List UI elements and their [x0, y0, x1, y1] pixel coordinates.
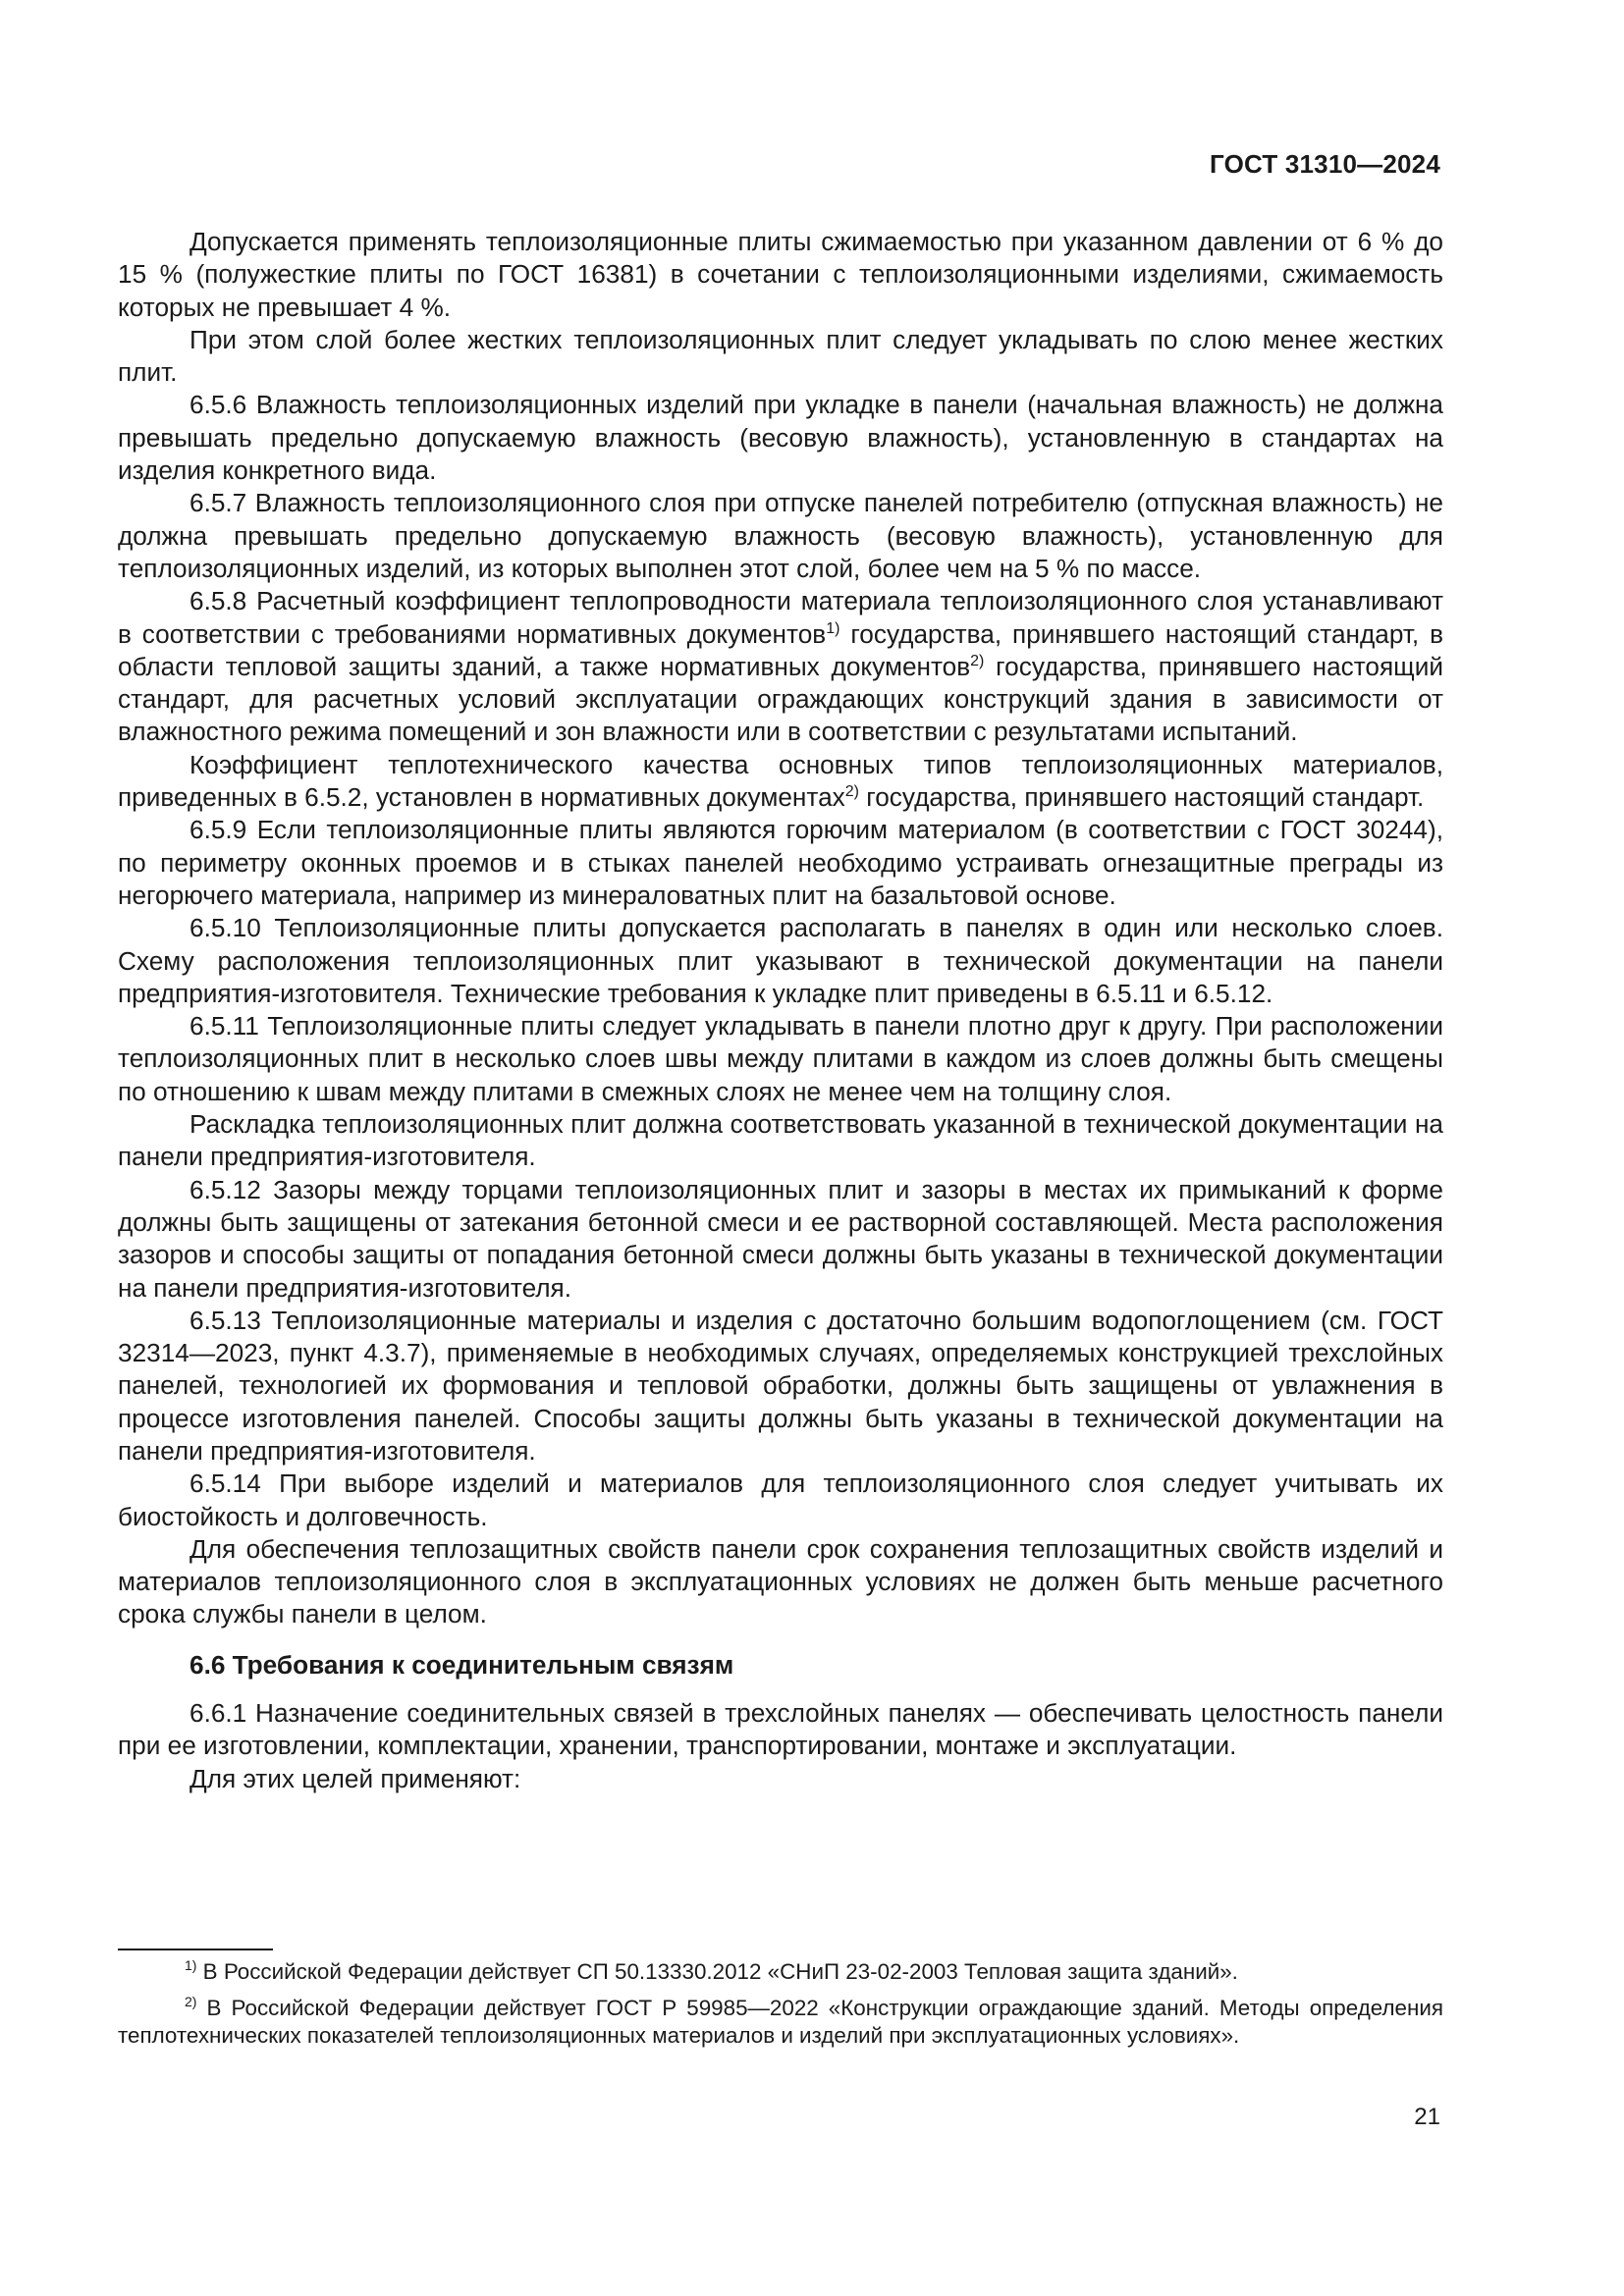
paragraph-text: государства, принявшего настоящий стандарт, в области тепловой защиты зданий, а также нормативных документов	[118, 618, 1443, 681]
footnote-divider	[118, 1949, 273, 1950]
standard-code-header: ГОСТ 31310—2024	[1210, 149, 1440, 179]
paragraph-text: государства, принявшего настоящий стандарт, для расчетных условий эксплуатации ограждающих конструкций здания в зависимости от влажностного режима помещений и зон влажности или в соответствии с результатами испытаний.	[118, 651, 1443, 747]
footnote-ref: 2)	[844, 783, 859, 801]
footnote-2	[118, 1995, 1443, 2051]
paragraph-6-5-9: 6.5.9 Если теплоизоляционные плиты являются горючим материалом (в соответствии с ГОСТ 30244), по периметру оконных проемов и в стыках панелей необходимо устраивать огнезащитные преграды из негорючего материала, например из минераловатных плит на базальтовой основе.	[118, 815, 1443, 910]
footnote-text: В Российской Федерации действует СП 50.13330.2012 «СНиП 23-02-2003 Тепловая защита зданий».	[196, 1959, 1238, 1984]
paragraph: Для этих целей применяют:	[189, 1763, 521, 1793]
paragraph-6-5-7: 6.5.7 Влажность теплоизоляционного слоя при отпуске панелей потребителю (отпускная влажность) не должна превышать предельно допускаемую влажность (весовую влажность), установленную для теплоизоляционных изделий, из которых выполнен этот слой, более чем на 5 % по массе.	[118, 488, 1443, 583]
paragraph-6-5-14: 6.5.14 При выборе изделий и материалов для теплоизоляционного слоя следует учитывать их биостойкость и долговечность.	[118, 1468, 1443, 1531]
footnote-mark: 2)	[185, 1993, 197, 2009]
paragraph: При этом слой более жестких теплоизоляционных плит следует укладывать по слою менее жестких плит.	[118, 324, 1443, 388]
page-number: 21	[1414, 2104, 1440, 2130]
paragraph-6-5-11: 6.5.11 Теплоизоляционные плиты следует укладывать в панели плотно друг к другу. При расположении теплоизоляционных плит в несколько слоев швы между плитами в каждом из слоев должны быть смещены по отношению к швам между плитами в смежных слоях не менее чем на толщину слоя.	[118, 1011, 1443, 1106]
paragraph-text: Коэффициент теплотехнического качества основных типов теплоизоляционных материалов, приведенных в 6.5.2, установлен в нормативных документах	[118, 749, 1443, 813]
paragraph-6-5-10: 6.5.10 Теплоизоляционные плиты допускается располагать в панелях в один или несколько слоев. Схему расположения теплоизоляционных плит указывают в технической документации на панели предприятия-изготовителя. Технические требования к укладке плит приведены в 6.5.11 и 6.5.12.	[118, 913, 1443, 1008]
paragraph-text: государства, принявшего настоящий стандарт.	[858, 782, 1425, 813]
paragraph-6-5-12: 6.5.12 Зазоры между торцами теплоизоляционных плит и зазоры в местах их примыканий к форме должны быть защищены от затекания бетонной смеси и ее растворной составляющей. Места расположения зазоров и способы защиты от попадания бетонной смеси должны быть указаны в технической документации на панели предприятия-изготовителя.	[118, 1174, 1443, 1303]
footnote-ref: 1)	[826, 619, 840, 637]
paragraph: Для обеспечения теплозащитных свойств панели срок сохранения теплозащитных свойств изделий и материалов теплоизоляционного слоя в эксплуатационных условиях не должен быть меньше расчетного срока службы панели в целом.	[118, 1533, 1443, 1629]
paragraph-6-5-8	[118, 585, 1443, 748]
paragraph-6-5-13: 6.5.13 Теплоизоляционные материалы и изделия с достаточно большим водопоглощением (см. ГОСТ 32314—2023, пункт 4.3.7), применяемые в необходимых случаях, определяемых конструкцией трехслойных панелей, технологией их формования и тепловой обработки, должны быть защищены от увлажнения в процессе изготовления панелей. Способы защиты должны быть указаны в технической документации на панели предприятия-изготовителя.	[118, 1305, 1443, 1466]
footnotes	[118, 1958, 1443, 2058]
footnote-1	[118, 1958, 1443, 1987]
document-body	[118, 226, 1443, 1795]
footnote-mark: 1)	[185, 1957, 197, 1973]
footnote-ref: 2)	[970, 652, 985, 669]
section-heading-6-6: 6.6 Требования к соединительным связям	[189, 1649, 734, 1680]
paragraph: Допускается применять теплоизоляционные плиты сжимаемостью при указанном давлении от 6 % до 15 % (полужесткие плиты по ГОСТ 16381) в сочетании с теплоизоляционными изделиями, сжимаемость которых не превышает 4 %.	[118, 227, 1443, 322]
paragraph-text: 6.5.8 Расчетный коэффициент теплопроводности материала теплоизоляционного слоя устанавливают в соответствии с требованиями нормативных документов	[118, 586, 1443, 649]
paragraph: Раскладка теплоизоляционных плит должна соответствовать указанной в технической документации на панели предприятия-изготовителя.	[118, 1109, 1443, 1172]
paragraph-6-6-1: 6.6.1 Назначение соединительных связей в трехслойных панелях — обеспечивать целостность панели при ее изготовлении, комплектации, хранении, транспортировании, монтаже и эксплуатации.	[118, 1698, 1443, 1761]
paragraph-6-5-6: 6.5.6 Влажность теплоизоляционных изделий при укладке в панели (начальная влажность) не должна превышать предельно допускаемую влажность (весовую влажность), установленную в стандартах на изделия конкретного вида.	[118, 390, 1443, 486]
footnote-text: В Российской Федерации действует ГОСТ Р 59985—2022 «Конструкции ограждающие зданий. Методы определения теплотехнических показателей теплоизоляционных материалов и изделий при эксплуатационных условиях».	[118, 1995, 1443, 2048]
paragraph	[118, 749, 1443, 815]
